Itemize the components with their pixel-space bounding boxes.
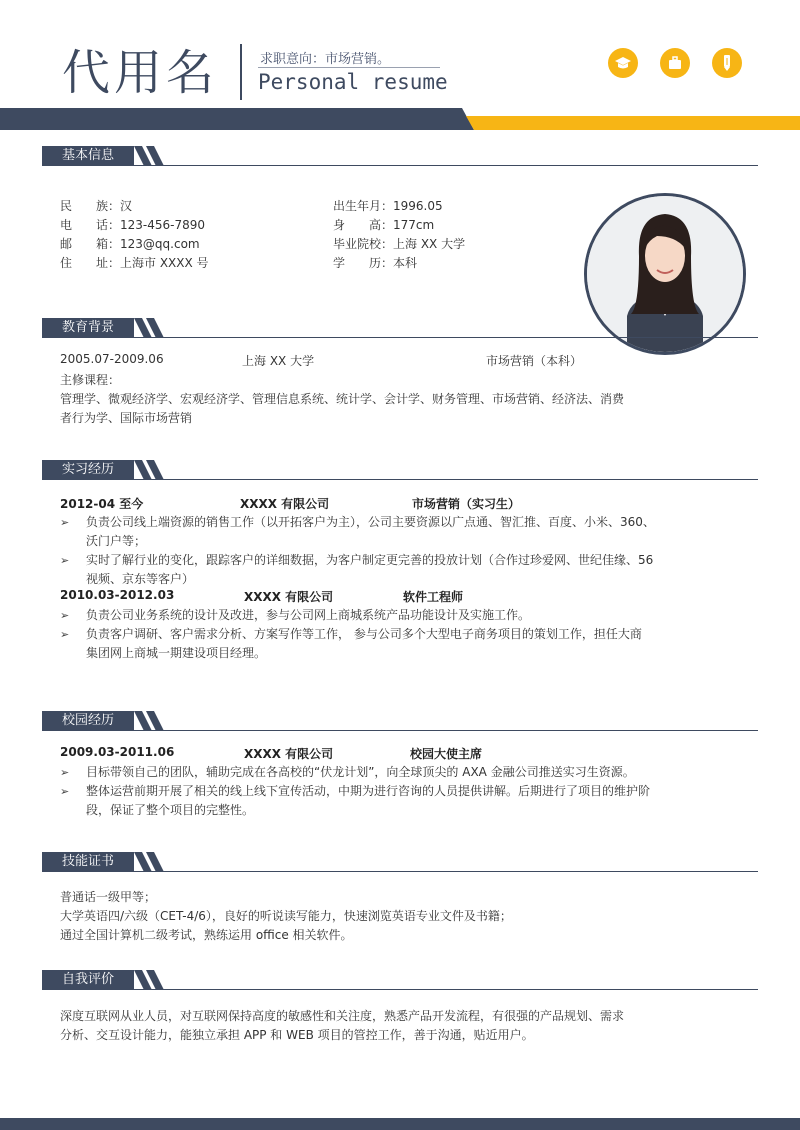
- job-bullet: ➢ 负责公司业务系统的设计及改进，参与公司网上商城系统产品功能设计及实施工作。: [60, 606, 760, 625]
- skill-line: 通过全国计算机二级考试，熟练运用 office 相关软件。: [60, 928, 353, 942]
- bullet-marker: ➢: [60, 766, 70, 779]
- info-school: 毕业院校：上海 XX 大学: [333, 237, 466, 251]
- section-self-evaluation: [42, 970, 758, 990]
- stripe-decoration: [134, 146, 174, 166]
- job-period: 2010.03-2012.03: [60, 588, 175, 602]
- campus-bullet: ➢ 目标带领自己的团队，辅助完成在各高校的“伏龙计划”，向全球顶尖的 AXA 金融公司推送实习生资源。: [60, 763, 760, 782]
- campus-role: 校园大使主席: [410, 747, 483, 761]
- info-degree: 学 历：本科: [333, 256, 418, 270]
- job-bullet: ➢ 负责公司线上端资源的销售工作（以开拓客户为主），公司主要资源以广点通、智汇推、百度、小米、360、 沃门户等；: [60, 515, 655, 548]
- info-email: 邮 箱：123@qq.com: [60, 237, 200, 251]
- info-ethnicity: 民 族：汉: [60, 199, 133, 213]
- section-title: 技能证书: [42, 852, 134, 872]
- section-rule: [42, 871, 758, 872]
- edu-courses-line: 者行为学、国际市场营销: [60, 411, 193, 425]
- self-eval-line: 分析、交互设计能力，能独立承担 APP 和 WEB 项目的管控工作，善于沟通，贴近用户。: [60, 1028, 534, 1042]
- section-title: 自我评价: [42, 970, 134, 990]
- section-title: 基本信息: [42, 146, 134, 166]
- bullet-marker: ➢: [60, 516, 70, 529]
- edu-period: 2005.07-2009.06: [60, 352, 164, 366]
- job-bullet: ➢ 负责客户调研、客户需求分析、方案写作等工作， 参与公司多个大型电子商务项目的策划工作，担任大商 集团网上商城一期建设项目经理。: [60, 627, 642, 660]
- bullet-marker: ➢: [60, 628, 70, 641]
- resume-name: 代用名: [62, 45, 219, 101]
- section-campus: [42, 711, 758, 731]
- header-divider: [240, 44, 242, 100]
- campus-bullet: ➢ 整体运营前期开展了相关的线上线下宣传活动，中期为进行咨询的人员提供讲解。后期进行了项目的维护阶 段，保证了整个项目的完整性。: [60, 784, 651, 817]
- skill-line: 大学英语四/六级（CET-4/6），良好的听说读写能力，快速浏览英语专业文件及书籍；: [60, 909, 512, 923]
- stripe-decoration: [134, 460, 174, 480]
- info-birth: 出生年月：1996.05: [333, 199, 443, 213]
- job-company: XXXX 有限公司: [240, 497, 330, 511]
- bullet-marker: ➢: [60, 785, 70, 798]
- section-skills: [42, 852, 758, 872]
- job-intent: 求职意向：市场营销。: [260, 52, 391, 67]
- job-company: XXXX 有限公司: [244, 590, 334, 604]
- section-rule: [42, 337, 758, 338]
- stripe-decoration: [134, 318, 174, 338]
- info-phone: 电 话：123-456-7890: [60, 218, 206, 232]
- section-education: [42, 318, 758, 338]
- footer-bar: [0, 1118, 800, 1130]
- graduation-cap-icon: [608, 48, 638, 78]
- section-internship: [42, 460, 758, 480]
- job-bullet: ➢ 实时了解行业的变化，跟踪客户的详细数据，为客户制定更完善的投放计划（合作过珍爱网、世纪佳缘、56 视频、京东等客户）: [60, 553, 654, 586]
- campus-period: 2009.03-2011.06: [60, 745, 175, 759]
- header-icons: [608, 48, 742, 78]
- section-rule: [42, 165, 758, 166]
- header-band: [0, 108, 800, 130]
- section-title: 校园经历: [42, 711, 134, 731]
- section-title: 实习经历: [42, 460, 134, 480]
- self-eval-line: 深度互联网从业人员，对互联网保持高度的敏感性和关注度，熟悉产品开发流程，有很强的产品规划、需求: [60, 1009, 625, 1023]
- section-basic-info: [42, 146, 758, 166]
- edu-courses-label: 主修课程：: [60, 373, 121, 387]
- edu-courses-line: 管理学、微观经济学、宏观经济学、管理信息系统、统计学、会计学、财务管理、市场营销、经济法、消费: [60, 392, 625, 406]
- stripe-decoration: [134, 852, 174, 872]
- intent-underline: [258, 67, 440, 68]
- bullet-marker: ➢: [60, 554, 70, 567]
- section-rule: [42, 989, 758, 990]
- briefcase-icon: [660, 48, 690, 78]
- job-role: 市场营销（实习生）: [412, 497, 521, 511]
- stripe-decoration: [134, 970, 174, 990]
- campus-company: XXXX 有限公司: [244, 747, 334, 761]
- job-role: 软件工程师: [403, 590, 464, 604]
- job-period: 2012-04 至今: [60, 497, 144, 511]
- personal-resume-title: Personal resume: [258, 70, 448, 94]
- section-title: 教育背景: [42, 318, 134, 338]
- pencil-icon: [712, 48, 742, 78]
- bullet-marker: ➢: [60, 609, 70, 622]
- section-rule: [42, 479, 758, 480]
- edu-major: 市场营销（本科）: [486, 354, 583, 368]
- info-height: 身 高：177cm: [333, 218, 435, 232]
- info-address: 住 址：上海市 XXXX 号: [60, 256, 209, 270]
- section-rule: [42, 730, 758, 731]
- skill-line: 普通话一级甲等；: [60, 890, 157, 904]
- stripe-decoration: [134, 711, 174, 731]
- edu-school: 上海 XX 大学: [242, 354, 315, 368]
